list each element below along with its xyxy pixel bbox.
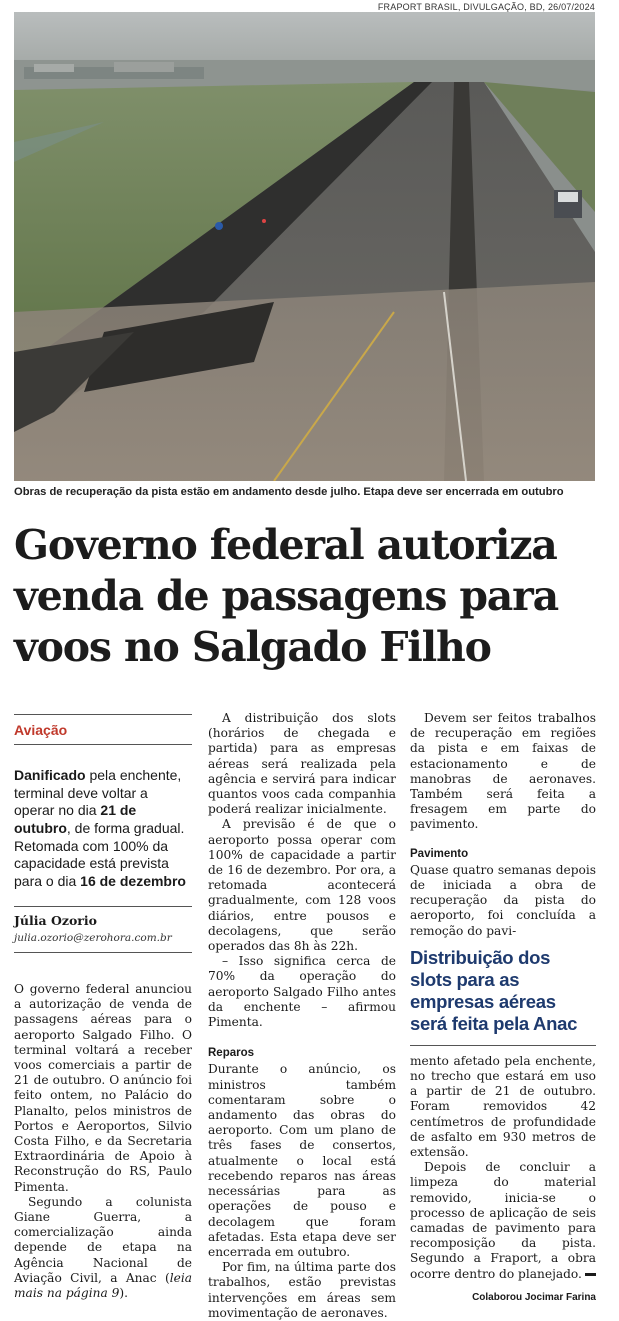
author-email[interactable]: julia.ozorio@zerohora.com.br xyxy=(14,931,172,944)
col2-paragraph-3: – Isso significa cerca de 70% da operação do aeroporto Salgado Filho antes da enchente – afirmou Pimenta. xyxy=(208,954,396,1030)
col3-paragraph-3: mento afetado pela enchente, no trecho que estará em uso a partir de 21 de outubro. Foram removidos 42 centímetros de profundidade de asfalto em 930 metros de extensão. xyxy=(410,1053,596,1160)
col1-page-reference: leia mais na página 9 xyxy=(14,1270,192,1301)
section-tag: Aviação xyxy=(14,722,68,738)
column-1 xyxy=(14,982,192,1301)
sidebar xyxy=(14,714,192,953)
col3-paragraph-4 xyxy=(410,1160,596,1282)
col1-paragraph-2-end: ). xyxy=(119,1286,128,1301)
subhead-reparos: Reparos xyxy=(208,1047,255,1060)
col2-paragraph-5: Por fim, na última parte dos trabalhos, estão previstas intervenções em áreas sem movimentação de aeronaves. xyxy=(208,1260,396,1320)
col3-paragraph-1: Devem ser feitos trabalhos de recuperação em regiões da pista e em faixas de estacionamento e de manobras de aeronaves. Também será feita a fresagem em parte do pavimento. xyxy=(410,711,596,832)
runway-photo-illustration xyxy=(14,12,595,481)
lead-text-1: pela enchente, terminal deve voltar a operar no dia xyxy=(14,767,182,819)
col1-paragraph-1: O governo federal anunciou a autorização de venda de passagens aéreas para o aeroporto Salgado Filho. O terminal voltará a receber voos comerciais a partir de 21 de outubro. O anúncio foi feito ontem, no Palácio do Planalto, pelos ministros de Portos e Aeroportos, Silvio Costa Filho, e da Secretaria Extraordinária de Apoio à Reconstrução do RS, Paulo Pimenta. xyxy=(14,982,192,1194)
lead-bold-2: 21 de outubro xyxy=(14,802,137,836)
col2-paragraph-4: Durante o anúncio, os ministros também comentaram sobre o andamento das obras do aeroporto. Com um plano de três fases de consertos, atualmente o local está recebendo reparos nas áreas necessárias para as operações de pouso e decolagem que foram afetadas. Esta etapa deve ser encerrada em outubro. xyxy=(208,1062,396,1259)
lead-text-2: , de forma gradual. Retomada com 100% da capacidade está prevista para o dia xyxy=(14,819,185,889)
runway-aerial-photo xyxy=(14,12,595,481)
col1-paragraph-2-text: Segundo a colunista Giane Guerra, a comercialização ainda depende de etapa na Agência Nacional de Aviação Civil, a Anac ( xyxy=(14,1194,192,1285)
lead-text xyxy=(14,745,192,890)
lead-bold-1: Danificado xyxy=(14,767,86,784)
column-3 xyxy=(410,711,596,1305)
photo-credit: FRAPORT BRASIL, DIVULGAÇÃO, BD, 26/07/2024 xyxy=(377,2,595,12)
subhead-pavimento: Pavimento xyxy=(410,847,469,860)
photo-caption: Obras de recuperação da pista estão em andamento desde julho. Etapa deve ser encerrada em outubro xyxy=(14,486,564,498)
col1-paragraph-2 xyxy=(14,1195,192,1301)
collaboration-credit: Colaborou Jocimar Farina xyxy=(472,1291,596,1303)
headline: Governo federal autoriza venda de passagens para voos no Salgado Filho xyxy=(14,521,558,671)
end-mark-icon xyxy=(585,1273,596,1276)
lead-bold-3: 16 de dezembro xyxy=(80,872,186,889)
author-name: Júlia Ozorio xyxy=(14,913,97,929)
col2-paragraph-2: A previsão é de que o aeroporto possa operar com 100% de capacidade a partir de 16 de dezembro. Por ora, a retomada acontecerá gradualmente, com 128 voos diários, entre pousos e decolagens, que serão operados das 8h às 22h. xyxy=(208,817,396,954)
col3-paragraph-4-text: Depois de concluir a limpeza do material removido, inicia-se o processo de aplicação de seis camadas de pavimento para recomposição da pista. Segundo a Fraport, a obra ocorre dentro do planejado. xyxy=(410,1160,596,1281)
column-2 xyxy=(208,711,396,1321)
col3-paragraph-2: Quase quatro semanas depois de iniciada a obra de recuperação da pista do aeroporto, foi concluída a remoção do pavi- xyxy=(410,862,596,938)
col2-paragraph-1: A distribuição dos slots (horários de chegada e partida) para as empresas aéreas será realizada pela agência e servirá para indicar quantos voos cada companhia poderá realizar inicialmente. xyxy=(208,711,396,817)
pull-quote: Distribuição dos slots para as empresas aéreas será feita pela Anac xyxy=(410,946,578,1034)
author-bottom-rule xyxy=(14,952,192,953)
pull-quote-rule xyxy=(410,1045,596,1046)
